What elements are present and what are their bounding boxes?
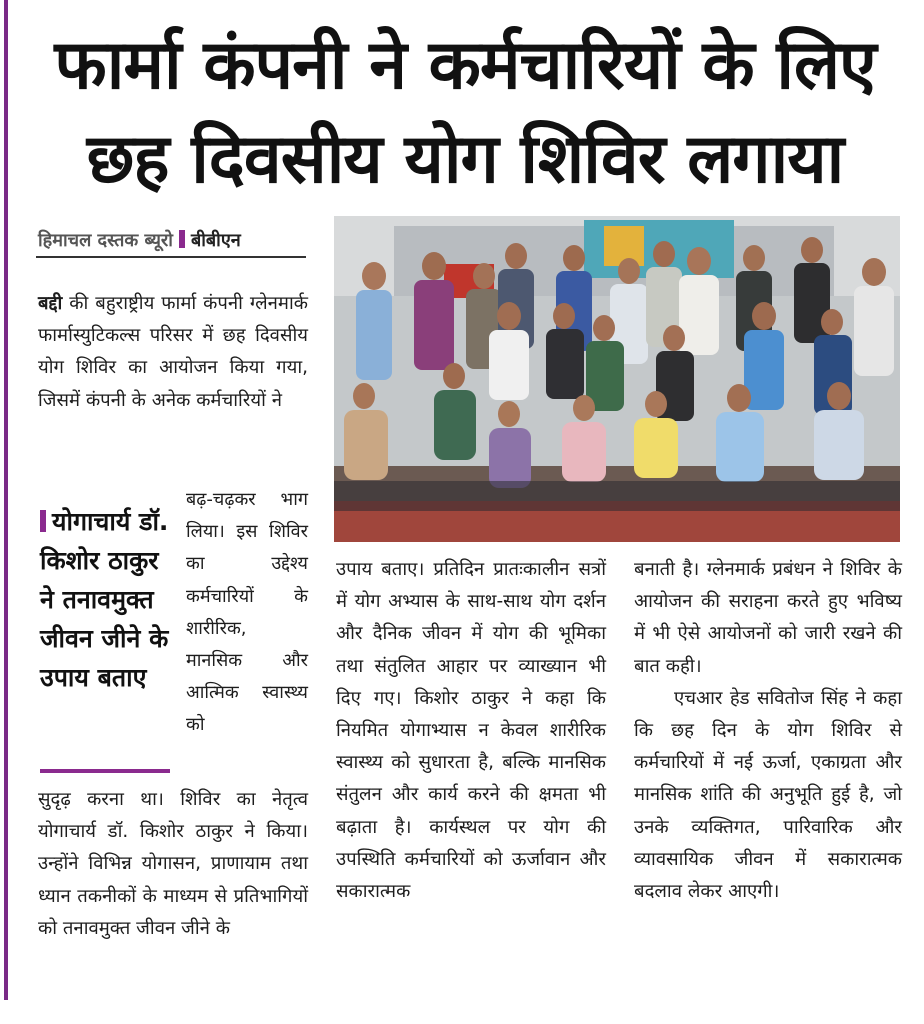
headline-line-1: फार्मा कंपनी ने कर्मचारियों के लिए xyxy=(54,26,876,105)
byline-separator xyxy=(179,230,185,248)
group-photo xyxy=(334,216,900,542)
article-column-3 xyxy=(634,554,902,908)
article-column-1-side xyxy=(186,484,308,742)
article-column-1-top xyxy=(38,288,308,417)
article-paragraph: सुदृढ़ करना था। शिविर का नेतृत्व योगाचार्य डॉ. किशोर ठाकुर ने किया। उन्होंने विभिन्न योगासन, प्राणायाम तथा ध्यान तकनीकों के माध्यम से प्रतिभागियों को तनावमुक्त जीवन जीने के xyxy=(38,789,308,939)
byline xyxy=(38,228,241,252)
article-paragraph: उपाय बताए। प्रतिदिन प्रातःकालीन सत्रों में योग अभ्यास के साथ-साथ योग दर्शन और दैनिक जीवन में योग की भूमिका तथा संतुलित आहार पर व्याख्यान भी दिए गए। किशोर ठाकुर ने कहा कि नियमित योगाभ्यास न केवल शारीरिक स्वास्थ्य को सुधारता है, बल्कि मानसिक संतुलन और कार्य करने की क्षमता भी बढ़ाता है। कार्यस्थल पर योग की उपस्थिति कर्मचारियों को ऊर्जावान और सकारात्मक xyxy=(336,559,606,903)
pull-quote xyxy=(40,502,176,697)
article-lead-word: बद्दी xyxy=(38,293,63,314)
article-paragraph: बनाती है। ग्लेनमार्क प्रबंधन ने शिविर के आयोजन की सराहना करते हुए भविष्य में भी ऐसे आयोजनों को जारी रखने की बात कही। xyxy=(634,559,902,677)
pull-quote-rule xyxy=(40,769,170,773)
article-paragraph: बढ़-चढ़कर भाग लिया। इस शिविर का उद्देश्य कर्मचारियों के शारीरिक, मानसिक और आत्मिक स्वास्थ्य को xyxy=(186,489,308,736)
headline-line-2: छह दिवसीय योग शिविर लगाया xyxy=(86,120,844,199)
byline-location: बीबीएन xyxy=(190,230,241,251)
pull-quote-text: योगाचार्य डॉ. किशोर ठाकुर ने तनावमुक्त जीवन जीने के उपाय बताए xyxy=(40,507,169,692)
article-paragraph: एचआर हेड सवितोज सिंह ने कहा कि छह दिन के योग शिविर से कर्मचारियों में नई ऊर्जा, एकाग्रता और मानसिक शांति की अनुभूति हुई है, जो उनके व्यक्तिगत, पारिवारिक और व्यावसायिक जीवन में सकारात्मक बदलाव लेकर आएगी। xyxy=(634,687,902,903)
byline-rule xyxy=(36,256,306,258)
pull-quote-marker xyxy=(40,510,46,532)
article-column-2 xyxy=(336,554,606,908)
page-margin-line xyxy=(4,0,8,1000)
group-photo-image xyxy=(334,216,900,542)
article-column-1-bottom xyxy=(38,784,308,945)
article-paragraph: की बहुराष्ट्रीय फार्मा कंपनी ग्लेनमार्क फार्मास्युटिकल्स परिसर में छह दिवसीय योग शिविर का आयोजन किया गया, जिसमें कंपनी के अनेक कर्मचारियों ने xyxy=(38,293,308,411)
byline-author: हिमाचल दस्तक ब्यूरो xyxy=(38,230,173,251)
